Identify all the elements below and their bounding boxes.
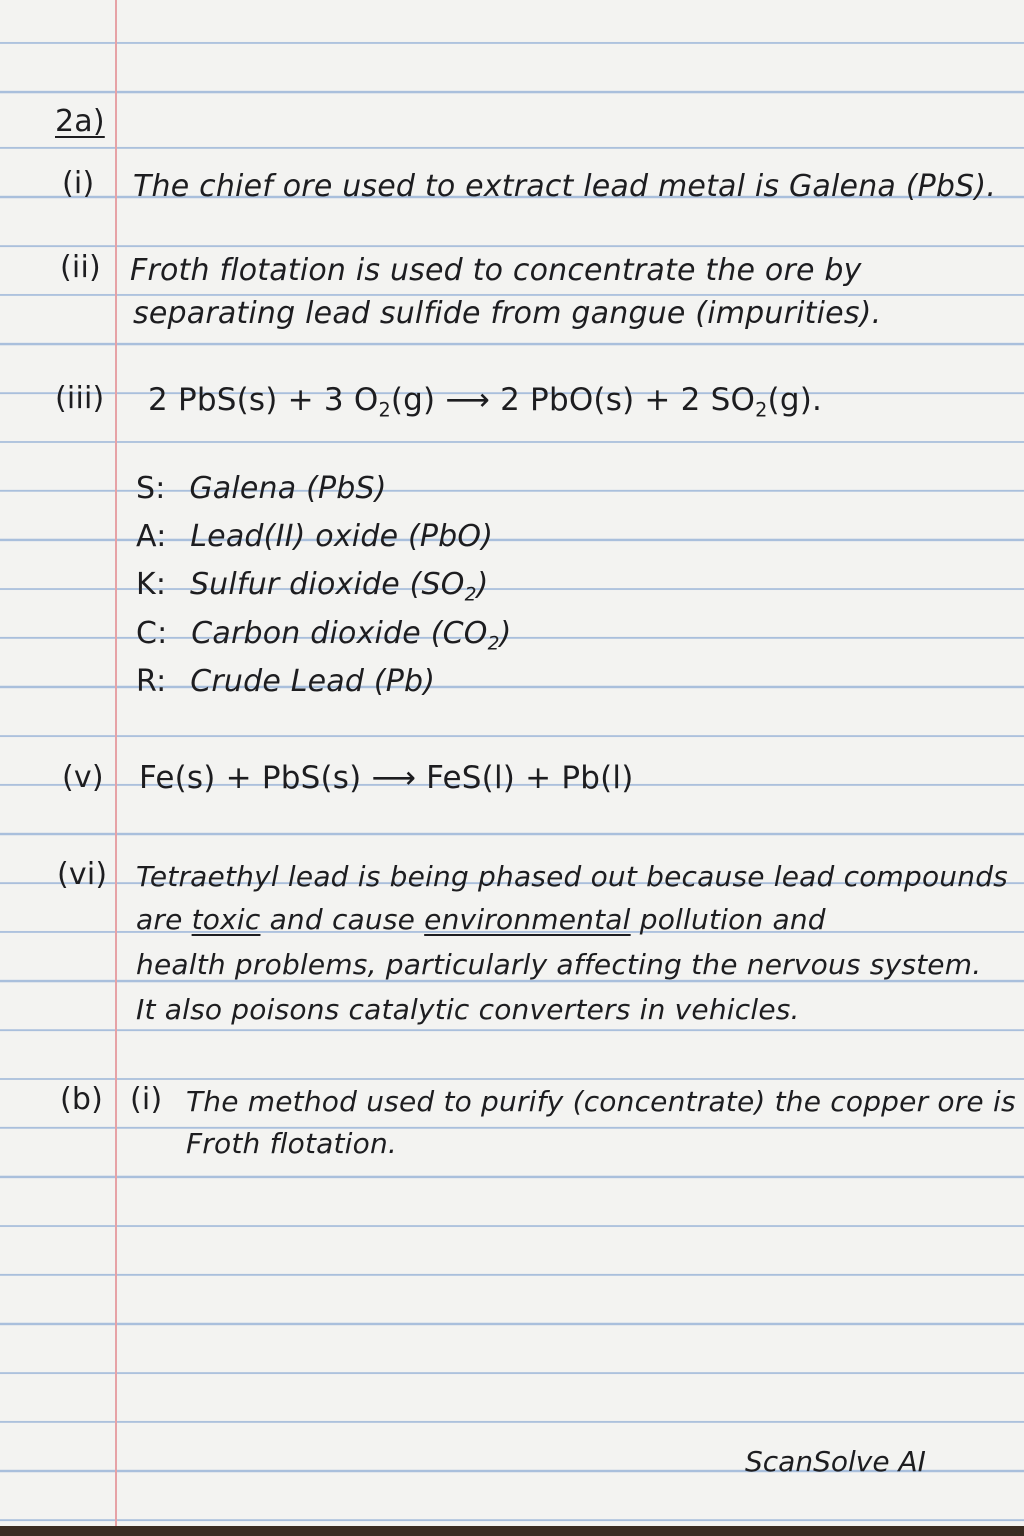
item-iii-label: (iii) xyxy=(55,381,105,416)
key-item-c xyxy=(136,612,512,656)
item-i-label: (i) xyxy=(62,166,95,201)
key-text-part: Sulfur dioxide (SO xyxy=(189,567,465,602)
item-b-line2: Froth flotation. xyxy=(186,1127,398,1160)
item-v-equation: Fe(s) + PbS(s) ⟶ FeS(l) + Pb(l) xyxy=(139,760,634,796)
subscript: 2 xyxy=(487,633,500,655)
item-b-label: (b) xyxy=(60,1082,104,1117)
equation-part: (g) ⟶ 2 PbO(s) + 2 SO xyxy=(390,382,756,418)
item-vi-line3: health problems, particularly affecting the nervous system. xyxy=(136,948,982,981)
key-letter: R: xyxy=(136,664,167,699)
key-text-part: ) xyxy=(499,616,512,651)
item-vi-line1: Tetraethyl lead is being phased out because lead compounds xyxy=(136,860,1008,893)
subscript: 2 xyxy=(755,398,768,422)
key-text xyxy=(189,567,489,606)
scansolve-signature: ScanSolve AI xyxy=(745,1445,926,1478)
underlined-word-environmental: environmental xyxy=(424,903,631,936)
text-part: pollution and xyxy=(630,903,826,936)
text-part: are xyxy=(136,903,192,936)
item-b-line1: The method used to purify (concentrate) the copper ore is xyxy=(186,1085,1016,1118)
item-vi-line2 xyxy=(136,898,826,942)
item-ii-label: (ii) xyxy=(60,250,101,285)
item-v-label: (v) xyxy=(62,760,104,795)
key-item-s xyxy=(136,467,387,511)
item-i-text: The chief ore used to extract lead metal is Galena (PbS). xyxy=(133,169,997,204)
subscript: 2 xyxy=(464,584,477,606)
key-text xyxy=(191,616,512,655)
key-letter: K: xyxy=(136,567,167,602)
subscript: 2 xyxy=(378,398,391,422)
equation-part: 2 PbS(s) + 3 O xyxy=(148,382,379,418)
text-part: and cause xyxy=(260,903,425,936)
item-b-sublabel: (i) xyxy=(130,1082,163,1117)
item-ii-line2: separating lead sulfide from gangue (impurities). xyxy=(133,296,882,331)
key-text-part: ) xyxy=(476,567,489,602)
desk-edge xyxy=(0,1526,1024,1536)
key-item-k xyxy=(136,563,489,607)
item-vi-label: (vi) xyxy=(57,857,108,892)
key-item-r xyxy=(136,660,435,704)
equation-part: (g). xyxy=(767,382,823,418)
key-letter: A: xyxy=(136,519,167,554)
key-letter: S: xyxy=(136,471,166,506)
item-vi-line4: It also poisons catalytic converters in vehicles. xyxy=(136,993,800,1026)
key-text: Galena (PbS) xyxy=(189,471,387,506)
margin-line xyxy=(115,0,117,1526)
key-letter: C: xyxy=(136,616,168,651)
question-heading: 2a) xyxy=(55,104,105,139)
key-text-part: Carbon dioxide (CO xyxy=(191,616,488,651)
item-ii-line1: Froth flotation is used to concentrate the ore by xyxy=(130,253,862,288)
key-text: Lead(II) oxide (PbO) xyxy=(190,519,494,554)
key-item-a xyxy=(136,515,493,559)
item-iii-equation xyxy=(148,378,822,422)
key-text: Crude Lead (Pb) xyxy=(190,664,436,699)
underlined-word-toxic: toxic xyxy=(191,903,261,936)
